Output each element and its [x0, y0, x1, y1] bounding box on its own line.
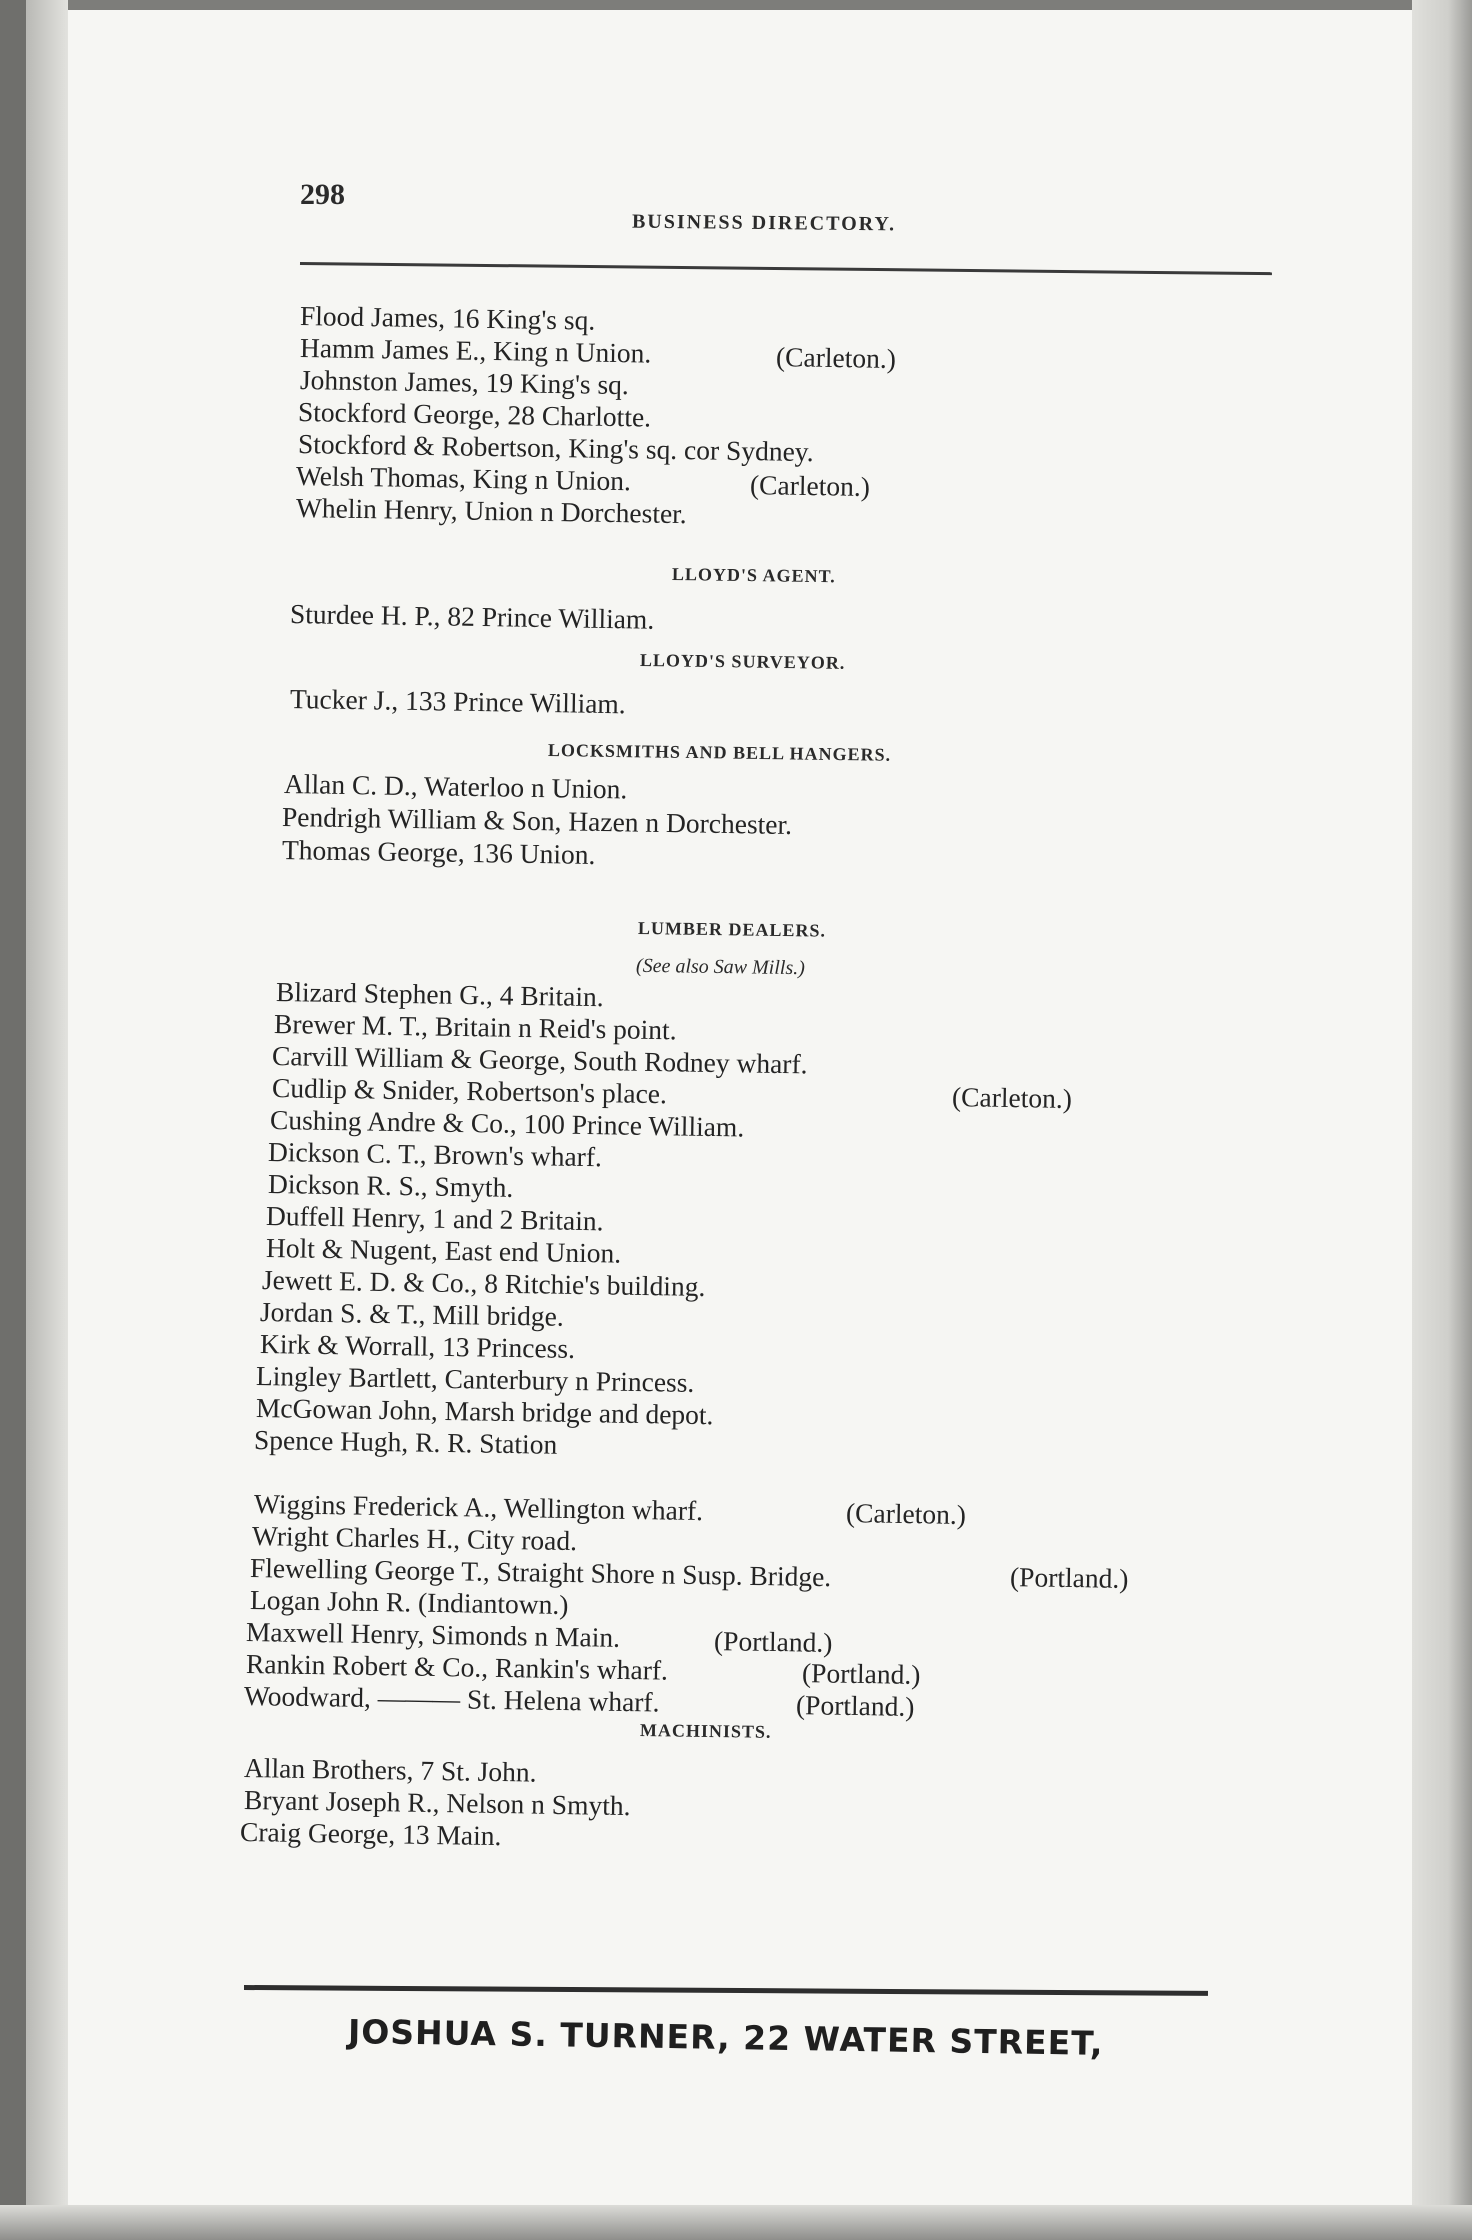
directory-entry: Lingley Bartlett, Canterbury n Princess. [255, 1360, 695, 1398]
directory-entry: Flood James, 16 King's sq. [299, 300, 596, 336]
directory-entry: Pendrigh William & Son, Hazen n Dorchester. [281, 801, 793, 841]
directory-entry: Maxwell Henry, Simonds n Main. [245, 1616, 621, 1653]
directory-entry: Logan John R. (Indiantown.) [249, 1584, 569, 1621]
directory-entry-location: (Carleton.) [749, 469, 871, 502]
directory-entry: Kirk & Worrall, 13 Princess. [259, 1328, 576, 1364]
directory-entry: Jordan S. & T., Mill bridge. [259, 1296, 564, 1332]
directory-entry: Cushing Andre & Co., 100 Prince William. [269, 1104, 745, 1143]
directory-entry: Flewelling George T., Straight Shore n Susp. Bridge. [249, 1552, 832, 1593]
directory-entry: Allan C. D., Waterloo n Union. [283, 768, 628, 805]
section-heading: LLOYD'S AGENT. [671, 564, 836, 587]
directory-entry-location: (Portland.) [1009, 1561, 1129, 1594]
directory-entry: Wright Charles H., City road. [251, 1520, 578, 1557]
directory-entry-location: (Portland.) [801, 1657, 921, 1690]
directory-entry: Woodward, ——— St. Helena wharf. [243, 1680, 660, 1718]
directory-entry: Brewer M. T., Britain n Reid's point. [273, 1008, 677, 1046]
directory-entry: Bryant Joseph R., Nelson n Smyth. [243, 1784, 631, 1822]
page-number: 298 [300, 178, 345, 211]
section-heading: LOCKSMITHS AND BELL HANGERS. [547, 740, 892, 765]
directory-entry: Johnston James, 19 King's sq. [299, 364, 630, 401]
directory-entry: Spence Hugh, R. R. Station [253, 1424, 558, 1460]
directory-entry: Allan Brothers, 7 St. John. [243, 1752, 537, 1788]
directory-entry: Whelin Henry, Union n Dorchester. [295, 492, 687, 530]
directory-entry: Sturdee H. P., 82 Prince William. [289, 598, 655, 635]
directory-entry-location: (Carleton.) [845, 1497, 967, 1530]
directory-entry-location: (Portland.) [795, 1689, 915, 1722]
directory-entry: Wiggins Frederick A., Wellington wharf. [253, 1488, 704, 1527]
section-subheading: (See also Saw Mills.) [635, 954, 806, 980]
directory-entry-location: (Carleton.) [951, 1081, 1073, 1114]
directory-entry: Duffell Henry, 1 and 2 Britain. [265, 1200, 604, 1237]
directory-entry: Rankin Robert & Co., Rankin's wharf. [245, 1648, 669, 1686]
directory-entry: Craig George, 13 Main. [239, 1816, 502, 1852]
section-heading: MACHINISTS. [639, 1720, 772, 1742]
directory-entry: Cudlip & Snider, Robertson's place. [271, 1072, 668, 1110]
running-head: BUSINESS DIRECTORY. [631, 210, 897, 236]
directory-entry: Tucker J., 133 Prince William. [289, 683, 626, 720]
directory-entry: Hamm James E., King n Union. [299, 332, 652, 369]
directory-entry: Carvill William & George, South Rodney wharf. [271, 1040, 808, 1080]
directory-entry-location: (Portland.) [713, 1625, 833, 1658]
section-heading: LLOYD'S SURVEYOR. [639, 650, 846, 673]
directory-entry: Thomas George, 136 Union. [281, 834, 596, 870]
directory-entry: Blizard Stephen G., 4 Britain. [275, 976, 604, 1013]
directory-entry-location: (Carleton.) [775, 341, 897, 374]
directory-entry: Dickson C. T., Brown's wharf. [267, 1136, 603, 1173]
directory-entry: McGowan John, Marsh bridge and depot. [255, 1392, 714, 1431]
directory-entry: Stockford George, 28 Charlotte. [297, 396, 652, 433]
directory-entry: Stockford & Robertson, King's sq. cor Sydney. [297, 428, 814, 468]
footer-advertisement: JOSHUA S. TURNER, 22 WATER STREET, [347, 2012, 1104, 2063]
directory-entry: Jewett E. D. & Co., 8 Ritchie's building. [261, 1264, 706, 1302]
directory-entry: Dickson R. S., Smyth. [267, 1168, 514, 1203]
directory-entry: Holt & Nugent, East end Union. [265, 1232, 622, 1269]
section-heading: LUMBER DEALERS. [637, 918, 827, 941]
directory-entry: Welsh Thomas, King n Union. [295, 460, 632, 497]
